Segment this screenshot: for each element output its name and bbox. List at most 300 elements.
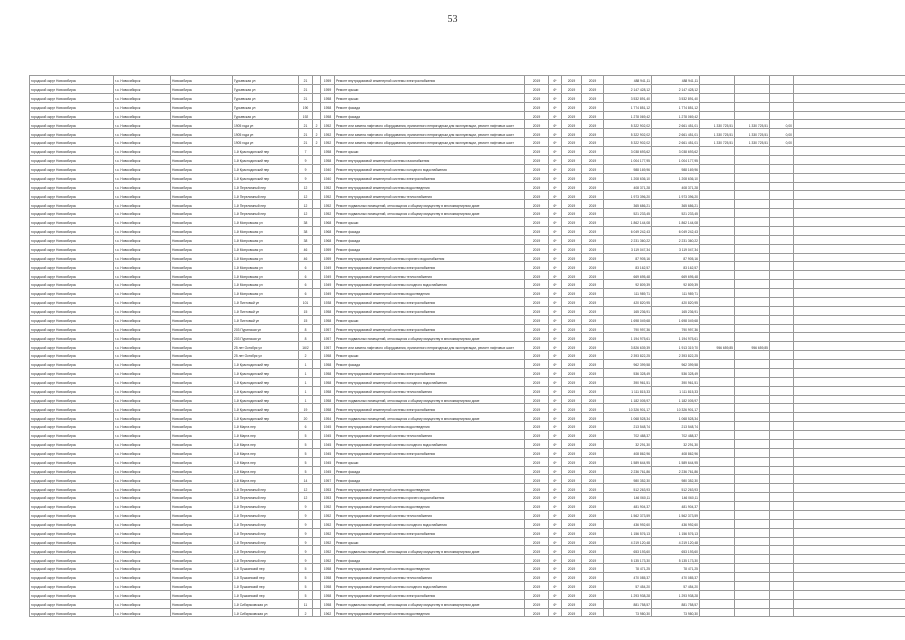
- cell-year-built: 1959: [321, 76, 335, 85]
- cell-start-year: 2019: [562, 368, 582, 377]
- cell-budget-cost: [700, 324, 735, 333]
- table-row: [30, 253, 905, 262]
- cell-street: 1-й Мопровская ул: [233, 262, 299, 271]
- cell-city: Новосибирск: [171, 93, 233, 102]
- cell-street: 1-й Марта пер: [233, 466, 299, 475]
- cell-extra: [794, 484, 905, 493]
- cell-city: Новосибирск: [171, 422, 233, 431]
- cell-budget-cost: [700, 368, 735, 377]
- cell-owner-cost: [770, 439, 794, 448]
- cell-total-cost: 790 997,36: [604, 324, 652, 333]
- cell-local-cost: [735, 519, 770, 528]
- cell-local-cost: [735, 200, 770, 209]
- cell-total-cost: 111 989,71: [604, 289, 652, 298]
- cell-year-built: 1954: [321, 413, 335, 422]
- cell-extra: [794, 413, 905, 422]
- cell-end-year: 2019: [582, 439, 604, 448]
- cell-year-built: 1958: [321, 368, 335, 377]
- table-row: [30, 111, 905, 120]
- table-row: [30, 475, 905, 484]
- cell-start-year: 2019: [562, 422, 582, 431]
- cell-start-year: 2019: [562, 271, 582, 280]
- cell-extra: [794, 93, 905, 102]
- cell-local-cost: [735, 351, 770, 360]
- cell-extra: [794, 306, 905, 315]
- cell-street: 1-й Переломный пер: [233, 200, 299, 209]
- cell-street: 1-й Переломный пер: [233, 502, 299, 511]
- cell-extra: [794, 297, 905, 306]
- cell-extra: [794, 244, 905, 253]
- cell-extra: [794, 155, 905, 164]
- cell-house: 5: [299, 466, 313, 475]
- table-row: [30, 502, 905, 511]
- cell-street: 1-й Краснодонский пер: [233, 147, 299, 156]
- cell-building: [313, 218, 321, 227]
- cell-building: [313, 315, 321, 324]
- table-row: [30, 590, 905, 599]
- cell-plan-year: 2019: [525, 377, 549, 386]
- cell-extra: [794, 608, 905, 617]
- cell-city: Новосибирск: [171, 386, 233, 395]
- cell-total-cost: 470 085,37: [604, 573, 652, 582]
- table-row: [30, 102, 905, 111]
- cell-building: [313, 76, 321, 85]
- cell-extra: [794, 289, 905, 298]
- cell-budget-cost: [700, 93, 735, 102]
- cell-house: 21: [299, 129, 313, 138]
- cell-local-cost: [735, 244, 770, 253]
- cell-owner-cost: [770, 84, 794, 93]
- cell-street: 1-й Краснодонский пер: [233, 164, 299, 173]
- cell-settlement: г.о. Новосибирск: [114, 581, 171, 590]
- cell-start-year: 2019: [562, 546, 582, 555]
- cell-end-year: 2019: [582, 84, 604, 93]
- cell-city: Новосибирск: [171, 129, 233, 138]
- cell-fund-cost: 390 961,51: [652, 377, 700, 386]
- cell-settlement: г.о. Новосибирск: [114, 218, 171, 227]
- cell-start-year: 2019: [562, 84, 582, 93]
- cell-work-type: Ремонт внутридомовой инженерной системы электроснабжения: [335, 528, 525, 537]
- cell-house: 9: [299, 546, 313, 555]
- cell-municipality: городской округ Новосибирск: [30, 457, 114, 466]
- cell-local-cost: 1 330 725,51: [735, 138, 770, 147]
- cell-municipality: городской округ Новосибирск: [30, 413, 114, 422]
- cell-end-year: 2019: [582, 573, 604, 582]
- cell-local-cost: [735, 155, 770, 164]
- cell-city: Новосибирск: [171, 102, 233, 111]
- cell-street: 1-й Краснодонский пер: [233, 404, 299, 413]
- cell-start-year: 2019: [562, 280, 582, 289]
- cell-budget-cost: [700, 484, 735, 493]
- table-row: [30, 555, 905, 564]
- cell-house: 9: [299, 510, 313, 519]
- cell-municipality: городской округ Новосибирск: [30, 164, 114, 173]
- cell-extra: [794, 351, 905, 360]
- cell-extra: [794, 581, 905, 590]
- cell-municipality: городской округ Новосибирск: [30, 537, 114, 546]
- cell-work-type: Ремонт внутридомовой инженерной системы электроснабжения: [335, 324, 525, 333]
- cell-building: [313, 262, 321, 271]
- cell-work-type: Ремонт внутридомовой инженерной системы электроснабжения: [335, 368, 525, 377]
- cell-extra: [794, 448, 905, 457]
- cell-total-cost: 702 488,37: [604, 431, 652, 440]
- cell-budget-cost: [700, 102, 735, 111]
- cell-owner-cost: [770, 191, 794, 200]
- cell-plan-year: 2019: [525, 333, 549, 342]
- cell-fund-cost: 1 182 005,97: [652, 395, 700, 404]
- cell-extra: [794, 76, 905, 85]
- cell-settlement: г.о. Новосибирск: [114, 368, 171, 377]
- cell-total-cost: 2 147 428,12: [604, 84, 652, 93]
- cell-fund-cost: 1 156 576,13: [652, 528, 700, 537]
- cell-street: 1-й Переломный пер: [233, 555, 299, 564]
- cell-fund-cost: 2 231 360,22: [652, 235, 700, 244]
- cell-municipality: городской округ Новосибирск: [30, 377, 114, 386]
- cell-year-built: 1957: [321, 333, 335, 342]
- cell-total-cost: 1 194 975,61: [604, 333, 652, 342]
- cell-category: 6*: [549, 111, 562, 120]
- table-row: [30, 457, 905, 466]
- cell-fund-cost: 1 862 144,08: [652, 218, 700, 227]
- cell-end-year: 2019: [582, 590, 604, 599]
- cell-end-year: 2019: [582, 342, 604, 351]
- cell-city: Новосибирск: [171, 404, 233, 413]
- cell-plan-year: 2019: [525, 555, 549, 564]
- cell-start-year: 2019: [562, 351, 582, 360]
- cell-settlement: г.о. Новосибирск: [114, 173, 171, 182]
- cell-extra: [794, 84, 905, 93]
- cell-owner-cost: [770, 404, 794, 413]
- cell-owner-cost: [770, 493, 794, 502]
- cell-total-cost: 980 352,30: [604, 475, 652, 484]
- cell-year-built: 1959: [321, 244, 335, 253]
- table-row: [30, 599, 905, 608]
- cell-plan-year: 2019: [525, 200, 549, 209]
- cell-end-year: 2019: [582, 528, 604, 537]
- cell-municipality: городской округ Новосибирск: [30, 262, 114, 271]
- cell-start-year: 2019: [562, 209, 582, 218]
- cell-end-year: 2019: [582, 253, 604, 262]
- cell-plan-year: 2019: [525, 342, 549, 351]
- cell-end-year: 2019: [582, 209, 604, 218]
- cell-local-cost: [735, 448, 770, 457]
- cell-house: 6: [299, 422, 313, 431]
- cell-house: 1: [299, 368, 313, 377]
- cell-city: Новосибирск: [171, 209, 233, 218]
- cell-local-cost: [735, 360, 770, 369]
- cell-fund-cost: 1 278 069,42: [652, 111, 700, 120]
- cell-settlement: г.о. Новосибирск: [114, 226, 171, 235]
- page-number: 53: [447, 14, 458, 25]
- cell-end-year: 2019: [582, 599, 604, 608]
- cell-year-built: 1958: [321, 590, 335, 599]
- cell-house: 5: [299, 457, 313, 466]
- cell-house: 2: [299, 608, 313, 617]
- cell-city: Новосибирск: [171, 138, 233, 147]
- cell-city: Новосибирск: [171, 484, 233, 493]
- cell-year-built: 1952: [321, 191, 335, 200]
- cell-extra: [794, 395, 905, 404]
- cell-extra: [794, 573, 905, 582]
- cell-municipality: городской округ Новосибирск: [30, 519, 114, 528]
- cell-year-built: 1952: [321, 537, 335, 546]
- cell-category: 6*: [549, 502, 562, 511]
- cell-building: [313, 84, 321, 93]
- cell-end-year: 2019: [582, 564, 604, 573]
- cell-start-year: 2019: [562, 147, 582, 156]
- cell-category: 6*: [549, 484, 562, 493]
- cell-total-cost: 962 399,58: [604, 360, 652, 369]
- cell-year-built: 1952: [321, 120, 335, 129]
- cell-municipality: городской округ Новосибирск: [30, 218, 114, 227]
- cell-plan-year: 2019: [525, 546, 549, 555]
- cell-total-cost: 78 471,25: [604, 564, 652, 573]
- cell-municipality: городской округ Новосибирск: [30, 573, 114, 582]
- cell-building: 2: [313, 129, 321, 138]
- cell-fund-cost: 702 488,37: [652, 431, 700, 440]
- cell-total-cost: 488 941,11: [604, 76, 652, 85]
- cell-category: 6*: [549, 93, 562, 102]
- cell-owner-cost: [770, 324, 794, 333]
- cell-year-built: 1958: [321, 599, 335, 608]
- cell-extra: [794, 235, 905, 244]
- cell-extra: [794, 422, 905, 431]
- cell-city: Новосибирск: [171, 120, 233, 129]
- cell-budget-cost: [700, 519, 735, 528]
- cell-plan-year: 2019: [525, 182, 549, 191]
- cell-start-year: 2019: [562, 475, 582, 484]
- cell-house: 38: [299, 218, 313, 227]
- cell-extra: [794, 333, 905, 342]
- cell-start-year: 2019: [562, 120, 582, 129]
- cell-building: [313, 413, 321, 422]
- cell-start-year: 2019: [562, 457, 582, 466]
- cell-total-cost: 1 698 049,68: [604, 315, 652, 324]
- table-row: [30, 200, 905, 209]
- cell-street: 1-й Переломный пер: [233, 510, 299, 519]
- cell-local-cost: [735, 608, 770, 617]
- cell-category: 6*: [549, 244, 562, 253]
- cell-category: 6*: [549, 351, 562, 360]
- cell-owner-cost: [770, 537, 794, 546]
- cell-work-type: Ремонт внутридомовой инженерной системы теплоснабжения: [335, 271, 525, 280]
- cell-total-cost: 365 686,21: [604, 200, 652, 209]
- cell-year-built: 1959: [321, 253, 335, 262]
- cell-end-year: 2019: [582, 306, 604, 315]
- cell-end-year: 2019: [582, 173, 604, 182]
- cell-street: 25 лет Октября ул: [233, 342, 299, 351]
- cell-end-year: 2019: [582, 386, 604, 395]
- cell-budget-cost: [700, 404, 735, 413]
- cell-street: 1-й Переломный пер: [233, 493, 299, 502]
- cell-owner-cost: [770, 448, 794, 457]
- cell-year-built: 1958: [321, 306, 335, 315]
- cell-settlement: г.о. Новосибирск: [114, 448, 171, 457]
- cell-building: [313, 395, 321, 404]
- table-row: [30, 510, 905, 519]
- cell-total-cost: 1 182 005,97: [604, 395, 652, 404]
- cell-extra: [794, 200, 905, 209]
- cell-fund-cost: 1 698 049,68: [652, 315, 700, 324]
- cell-house: 19: [299, 404, 313, 413]
- cell-local-cost: [735, 377, 770, 386]
- cell-owner-cost: [770, 218, 794, 227]
- cell-street: 1-й Мопровская ул: [233, 280, 299, 289]
- cell-building: [313, 360, 321, 369]
- cell-owner-cost: 0,00: [770, 129, 794, 138]
- cell-extra: [794, 377, 905, 386]
- cell-budget-cost: [700, 564, 735, 573]
- cell-plan-year: 2019: [525, 422, 549, 431]
- cell-building: [313, 351, 321, 360]
- cell-total-cost: 146 060,11: [604, 493, 652, 502]
- cell-start-year: 2019: [562, 413, 582, 422]
- cell-work-type: Ремонт крыши: [335, 84, 525, 93]
- cell-building: [313, 289, 321, 298]
- cell-work-type: Ремонт внутридомовой инженерной системы электроснабжения: [335, 590, 525, 599]
- cell-city: Новосибирск: [171, 262, 233, 271]
- cell-street: 1-й Пушкинский пер: [233, 581, 299, 590]
- cell-city: Новосибирск: [171, 519, 233, 528]
- cell-street: 1-й Марта пер: [233, 431, 299, 440]
- cell-budget-cost: [700, 262, 735, 271]
- cell-street: 1-й Переломный пер: [233, 191, 299, 200]
- cell-plan-year: 2019: [525, 226, 549, 235]
- cell-street: 1-й Краснодонский пер: [233, 155, 299, 164]
- cell-year-built: 1958: [321, 93, 335, 102]
- cell-end-year: 2019: [582, 404, 604, 413]
- cell-year-built: 1940: [321, 164, 335, 173]
- cell-local-cost: [735, 439, 770, 448]
- cell-extra: [794, 404, 905, 413]
- cell-owner-cost: [770, 351, 794, 360]
- cell-year-built: 1958: [321, 351, 335, 360]
- cell-total-cost: 3 826 639,39: [604, 342, 652, 351]
- cell-work-type: Ремонт подвальных помещений, относящихся к общему имуществу в многоквартирном доме: [335, 333, 525, 342]
- cell-total-cost: 1 862 144,08: [604, 218, 652, 227]
- cell-street: 1-й Переломный пер: [233, 182, 299, 191]
- cell-city: Новосибирск: [171, 448, 233, 457]
- cell-extra: [794, 342, 905, 351]
- cell-end-year: 2019: [582, 368, 604, 377]
- cell-city: Новосибирск: [171, 395, 233, 404]
- table-row: [30, 608, 905, 617]
- cell-extra: [794, 475, 905, 484]
- cell-city: Новосибирск: [171, 493, 233, 502]
- cell-fund-cost: 6 049 242,43: [652, 226, 700, 235]
- cell-end-year: 2019: [582, 289, 604, 298]
- table-row: [30, 280, 905, 289]
- cell-settlement: г.о. Новосибирск: [114, 510, 171, 519]
- cell-plan-year: 2019: [525, 164, 549, 173]
- cell-city: Новосибирск: [171, 510, 233, 519]
- cell-settlement: г.о. Новосибирск: [114, 306, 171, 315]
- cell-plan-year: 2019: [525, 138, 549, 147]
- cell-budget-cost: [700, 226, 735, 235]
- table-row: [30, 546, 905, 555]
- table-row: [30, 244, 905, 253]
- cell-house: 9: [299, 519, 313, 528]
- cell-start-year: 2019: [562, 599, 582, 608]
- cell-building: [313, 324, 321, 333]
- cell-municipality: городской округ Новосибирск: [30, 608, 114, 617]
- cell-total-cost: 481 904,37: [604, 502, 652, 511]
- cell-owner-cost: [770, 395, 794, 404]
- cell-plan-year: 2019: [525, 484, 549, 493]
- cell-work-type: Ремонт или замена лифтового оборудования, признанного непригодным для эксплуатации, ремонт лифтовых шахт: [335, 138, 525, 147]
- cell-street: 1-й Мопровская ул: [233, 226, 299, 235]
- cell-year-built: 1945: [321, 466, 335, 475]
- cell-work-type: Ремонт или замена лифтового оборудования, признанного непригодным для эксплуатации, ремонт лифтовых шахт: [335, 129, 525, 138]
- cell-municipality: городской округ Новосибирск: [30, 200, 114, 209]
- cell-street: 1-й Мопровская ул: [233, 253, 299, 262]
- cell-fund-cost: 92 809,39: [652, 280, 700, 289]
- cell-category: 6*: [549, 448, 562, 457]
- cell-local-cost: [735, 510, 770, 519]
- cell-plan-year: 2019: [525, 351, 549, 360]
- table-row: [30, 271, 905, 280]
- cell-total-cost: 165 236,91: [604, 306, 652, 315]
- cell-city: Новосибирск: [171, 573, 233, 582]
- cell-owner-cost: [770, 200, 794, 209]
- cell-local-cost: [735, 528, 770, 537]
- cell-settlement: г.о. Новосибирск: [114, 502, 171, 511]
- cell-total-cost: 1 208 636,10: [604, 173, 652, 182]
- cell-settlement: г.о. Новосибирск: [114, 209, 171, 218]
- cell-work-type: Ремонт внутридомовой инженерной системы теплоснабжения: [335, 386, 525, 395]
- cell-end-year: 2019: [582, 555, 604, 564]
- cell-budget-cost: [700, 173, 735, 182]
- table-row: [30, 226, 905, 235]
- cell-total-cost: 83 162,57: [604, 262, 652, 271]
- cell-budget-cost: [700, 351, 735, 360]
- cell-total-cost: 3 038 693,62: [604, 147, 652, 156]
- table-row: [30, 484, 905, 493]
- cell-building: [313, 209, 321, 218]
- cell-total-cost: 536 328,49: [604, 368, 652, 377]
- cell-local-cost: [735, 102, 770, 111]
- cell-owner-cost: [770, 253, 794, 262]
- cell-municipality: городской округ Новосибирск: [30, 439, 114, 448]
- cell-budget-cost: [700, 333, 735, 342]
- cell-plan-year: 2019: [525, 457, 549, 466]
- cell-municipality: городской округ Новосибирск: [30, 173, 114, 182]
- cell-total-cost: 1 278 069,42: [604, 111, 652, 120]
- cell-budget-cost: [700, 280, 735, 289]
- cell-owner-cost: [770, 244, 794, 253]
- cell-plan-year: 2019: [525, 120, 549, 129]
- cell-local-cost: [735, 599, 770, 608]
- cell-street: 1-й Сибиряковская ул: [233, 599, 299, 608]
- cell-house: 2: [299, 351, 313, 360]
- cell-owner-cost: [770, 377, 794, 386]
- cell-building: [313, 377, 321, 386]
- cell-building: [313, 555, 321, 564]
- cell-municipality: городской округ Новосибирск: [30, 555, 114, 564]
- table-row: [30, 395, 905, 404]
- cell-street: 203 Пуринская ул: [233, 324, 299, 333]
- cell-house: 14: [299, 475, 313, 484]
- cell-work-type: Ремонт подвальных помещений, относящихся к общему имуществу в многоквартирном доме: [335, 209, 525, 218]
- cell-plan-year: 2019: [525, 413, 549, 422]
- cell-city: Новосибирск: [171, 439, 233, 448]
- cell-category: 6*: [549, 342, 562, 351]
- cell-street: 25 лет Октября ул: [233, 351, 299, 360]
- cell-building: [313, 466, 321, 475]
- cell-budget-cost: [700, 244, 735, 253]
- cell-building: [313, 519, 321, 528]
- cell-street: 1-й Пушкинский пер: [233, 573, 299, 582]
